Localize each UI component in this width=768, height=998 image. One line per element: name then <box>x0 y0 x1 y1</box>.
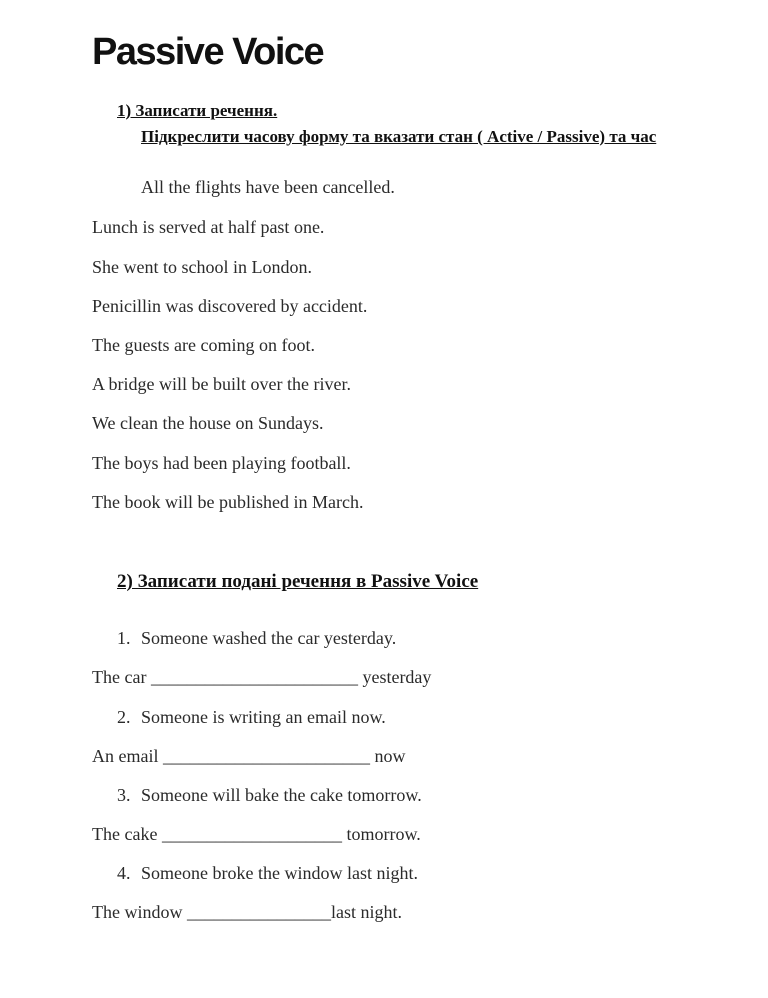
item-number: 4. <box>117 863 131 883</box>
prompt-text: Someone washed the car yesterday. <box>141 628 397 648</box>
sentence: The guests are coming on foot. <box>92 335 315 355</box>
exercise-answer-line: An email _______________________ now <box>92 746 406 766</box>
prompt-text: Someone broke the window last night. <box>141 863 418 883</box>
exercise-prompt <box>117 628 396 649</box>
page-title: Passive Voice <box>92 31 324 73</box>
sentence: All the flights have been cancelled. <box>141 177 395 197</box>
sentence: We clean the house on Sundays. <box>92 413 324 433</box>
sentence: The book will be published in March. <box>92 492 364 512</box>
item-number: 3. <box>117 785 131 805</box>
exercise-answer-line: The cake ____________________ tomorrow. <box>92 824 421 844</box>
prompt-text: Someone will bake the cake tomorrow. <box>141 785 422 805</box>
prompt-text: Someone is writing an email now. <box>141 707 386 727</box>
item-number: 2. <box>117 707 131 727</box>
section1-instruction: Підкреслити часову форму та вказати стан ( Active / Passive) та час <box>141 127 657 146</box>
sentence: She went to school in London. <box>92 257 312 277</box>
exercise-answer-line: The car _______________________ yesterday <box>92 667 432 687</box>
sentence: Lunch is served at half past one. <box>92 217 325 237</box>
exercise-answer-line: The window ________________last night. <box>92 902 402 922</box>
exercise-prompt <box>117 863 418 884</box>
sentence: A bridge will be built over the river. <box>92 374 351 394</box>
section2-heading: 2) Записати подані речення в Passive Voice <box>117 571 479 592</box>
sentence: Penicillin was discovered by accident. <box>92 296 368 316</box>
item-number: 1. <box>117 628 131 648</box>
sentence: The boys had been playing football. <box>92 453 351 473</box>
exercise-prompt <box>117 785 422 806</box>
section1-heading: 1) Записати речення. <box>117 101 278 120</box>
exercise-prompt <box>117 707 386 728</box>
